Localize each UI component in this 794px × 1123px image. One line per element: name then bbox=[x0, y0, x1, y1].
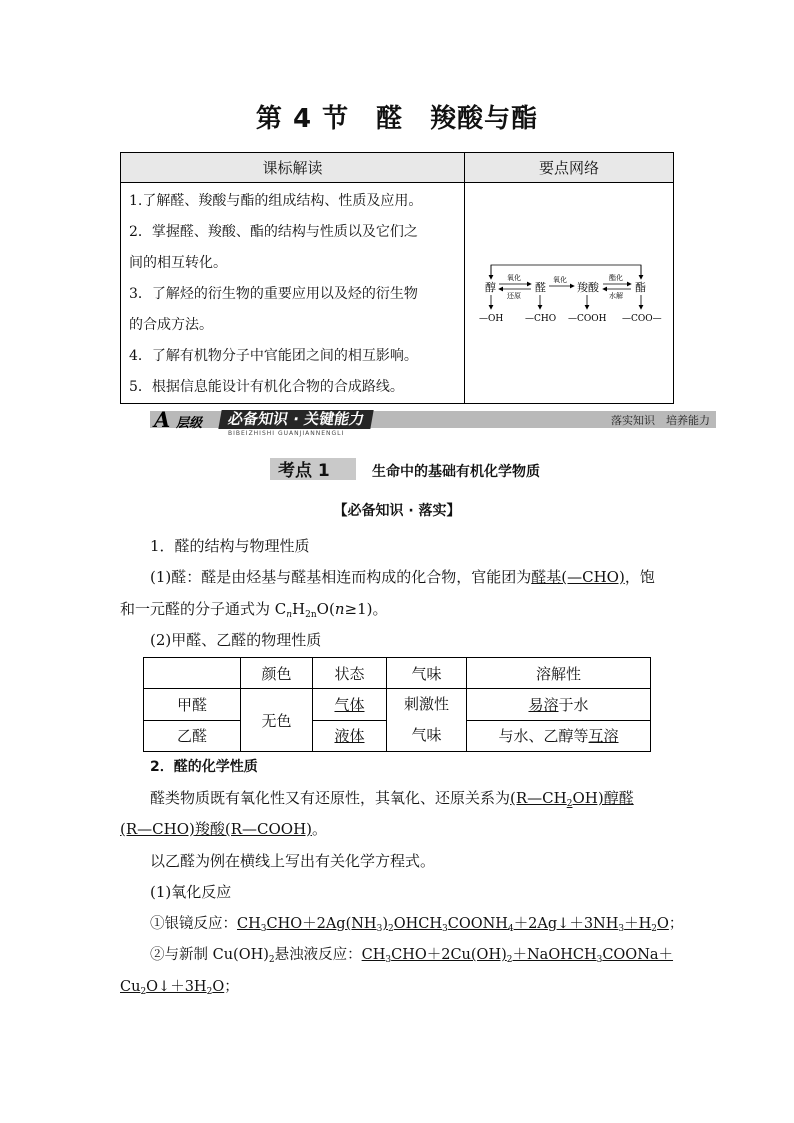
paragraph-aldehyde-def: (1)醛：醛是由烃基与醛基相连而构成的化合物，官能团为醛基(—CHO)，饱 bbox=[150, 568, 655, 586]
paragraph-physical-props-heading: (2)甲醛、乙醛的物理性质 bbox=[150, 631, 322, 649]
equation-copper-hydroxide-cont: $Cu_2O↓+3H_2O$； bbox=[120, 979, 239, 997]
group-cho: —CHO bbox=[525, 314, 557, 324]
bibei-heading: 【必备知识 · 落实】 bbox=[333, 503, 461, 519]
group-oh: —OH bbox=[479, 314, 504, 324]
answer-aldehyde-group: 醛基(—CHO) bbox=[531, 568, 625, 586]
paragraph-general-formula: 和一元醛的分子通式为 $C_nH_{2n}O(n\ge 1)$。 bbox=[120, 600, 388, 620]
table-header-cell: 气味 bbox=[387, 658, 467, 689]
paragraph-instruction: 以乙醛为例在横线上写出有关化学方程式。 bbox=[150, 852, 436, 870]
network-header: 要点网络 bbox=[465, 153, 674, 183]
node-alcohol: 醇 bbox=[485, 281, 496, 294]
table-cell-color: 无色 bbox=[241, 689, 313, 752]
table-header-cell: 溶解性 bbox=[467, 658, 651, 689]
section-band bbox=[150, 407, 716, 437]
group-cooh: —COOH bbox=[568, 314, 607, 324]
edge-oxidize-2: 氧化 bbox=[553, 276, 567, 284]
edge-reduce: 还原 bbox=[507, 292, 521, 300]
section-2-heading: 2．醛的化学性质 bbox=[150, 759, 258, 775]
paragraph-redox: 醛类物质既有氧化性又有还原性，其氧化、还原关系为$(R—CH_2OH)$醇醛 bbox=[150, 789, 634, 809]
table-cell-solubility: 易溶于水 bbox=[467, 689, 651, 721]
table-row-label: 乙醛 bbox=[144, 720, 241, 752]
section-band-slogan: 落实知识 培养能力 bbox=[611, 414, 710, 427]
standard-item: 间的相互转化。 bbox=[129, 255, 227, 271]
group-coo: —COO— bbox=[622, 314, 662, 324]
table-cell-state: 液体 bbox=[313, 720, 387, 752]
node-acid: 羧酸 bbox=[577, 281, 599, 294]
table-header-cell bbox=[144, 658, 241, 689]
standard-item: 2．掌握醛、羧酸、酯的结构与性质以及它们之 bbox=[129, 224, 418, 240]
standards-list bbox=[121, 183, 465, 404]
equation-copper-hydroxide: ②与新制 $Cu(OH)_2$悬浊液反应：$CH_3CHO+2Cu(OH)_2+NaOHCH_3COONa+$ bbox=[150, 947, 674, 965]
network-diagram-cell bbox=[465, 183, 674, 404]
section-band-pinyin: BIBEIZHISHI GUANJIANNENGLI bbox=[228, 430, 345, 437]
standard-item: 5．根据信息能设计有机化合物的合成路线。 bbox=[129, 379, 404, 395]
level-letter: A bbox=[154, 407, 171, 432]
paragraph-oxidation-heading: (1)氧化反应 bbox=[150, 883, 232, 901]
edge-hydrolysis: 水解 bbox=[609, 292, 623, 300]
table-cell-state: 气体 bbox=[313, 689, 387, 721]
table-header-cell: 状态 bbox=[313, 658, 387, 689]
edge-oxidize-1: 氧化 bbox=[507, 274, 521, 282]
table-cell-solubility: 与水、乙醇等互溶 bbox=[467, 720, 651, 752]
node-aldehyde: 醛 bbox=[535, 281, 546, 294]
kaodian-title: 生命中的基础有机化学物质 bbox=[372, 464, 540, 480]
standard-item: 1.了解醛、羧酸与酯的组成结构、性质及应用。 bbox=[129, 193, 423, 209]
standard-item: 的合成方法。 bbox=[129, 317, 213, 333]
page-title: 第 4 节 醛 羧酸与酯 bbox=[255, 104, 539, 134]
section-band-title: 必备知识 · 关键能力 bbox=[218, 410, 374, 429]
standard-item: 4．了解有机物分子中官能团之间的相互影响。 bbox=[129, 348, 418, 364]
level-word: 层级 bbox=[176, 416, 203, 431]
functional-group-network-diagram bbox=[465, 243, 673, 343]
standards-table bbox=[120, 152, 674, 404]
table-cell-smell: 刺激性气味 bbox=[387, 689, 467, 752]
kaodian-label: 考点 1 bbox=[278, 461, 330, 481]
standards-header: 课标解读 bbox=[121, 153, 465, 183]
node-ester: 酯 bbox=[635, 281, 646, 294]
standard-item: 3．了解烃的衍生物的重要应用以及烃的衍生物 bbox=[129, 286, 418, 302]
section-1-heading: 1．醛的结构与物理性质 bbox=[150, 537, 310, 555]
edge-esterify: 酯化 bbox=[609, 274, 623, 282]
physical-properties-table bbox=[143, 657, 651, 752]
paragraph-redox-cont: (R—CHO)羧酸(R—COOH)。 bbox=[120, 820, 328, 838]
table-header-cell: 颜色 bbox=[241, 658, 313, 689]
table-row-label: 甲醛 bbox=[144, 689, 241, 721]
equation-silver-mirror: ①银镜反应：$CH_3CHO+2Ag(NH_3)_2OHCH_3COONH_4+2Ag↓+3NH_3+H_2O$； bbox=[150, 916, 684, 934]
